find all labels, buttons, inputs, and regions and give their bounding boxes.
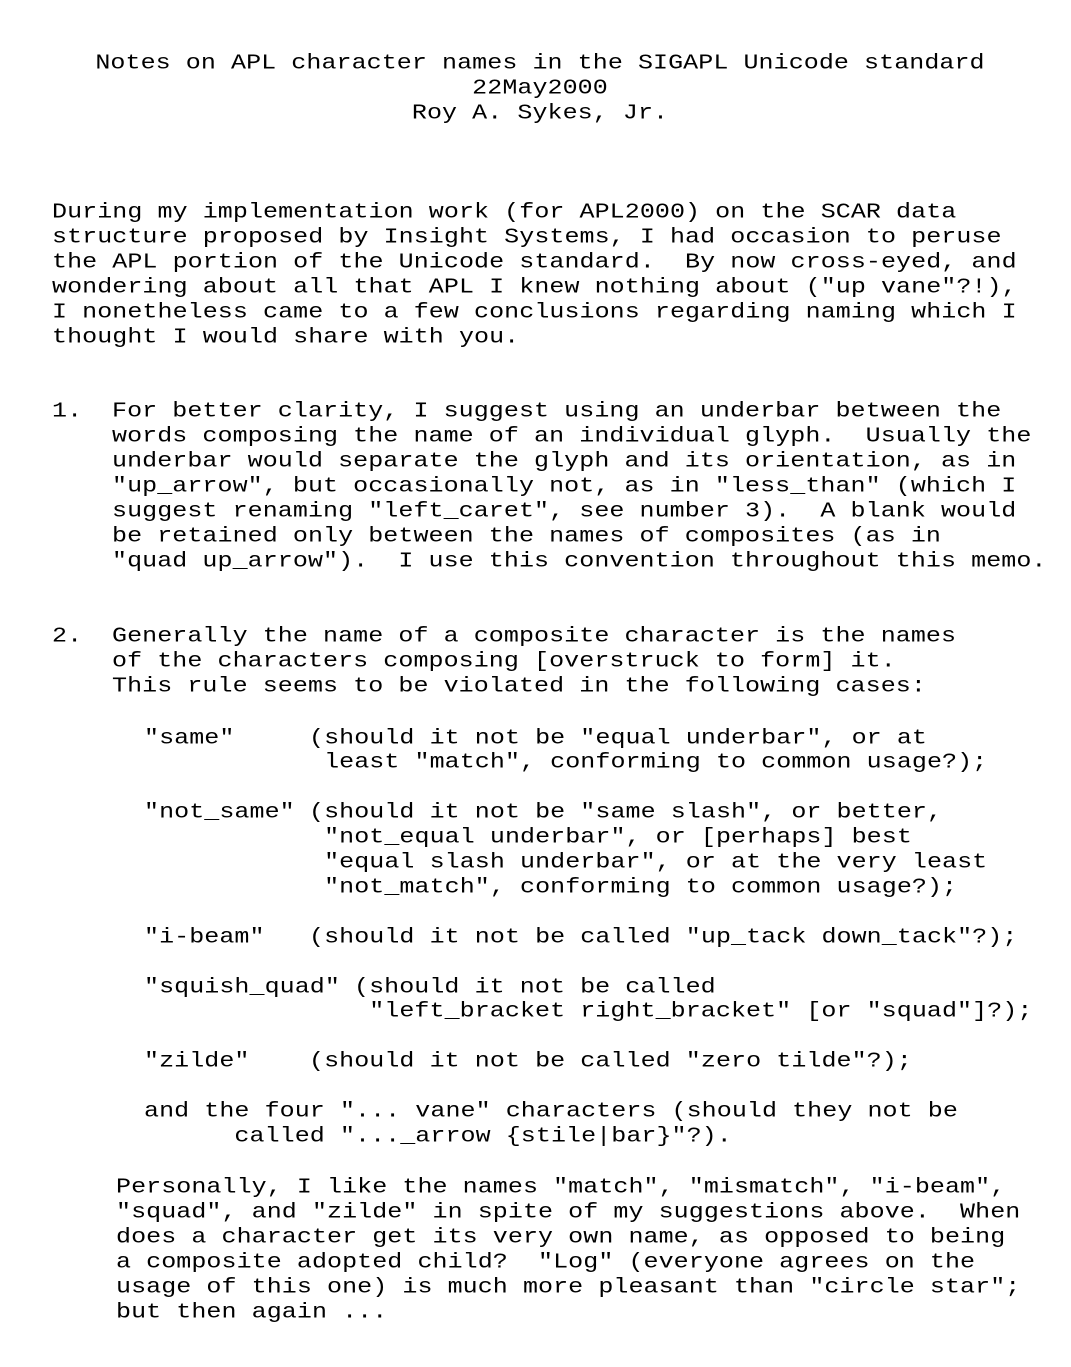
document-title: Notes on APL character names in the SIGAPL Unicode standard <box>95 50 985 76</box>
intro-line: the APL portion of the Unicode standard. By now cross-eyed, and <box>52 249 1017 275</box>
closing-line: "squad", and "zilde" in spite of my suggestions above. When <box>116 1199 1021 1225</box>
point-line: This rule seems to be violated in the following cases: <box>112 673 926 699</box>
point-line: suggest renaming "left_caret", see number 3). A blank would <box>112 498 1017 524</box>
point-line: words composing the name of an individual glyph. Usually the <box>112 423 1032 449</box>
closing-line: does a character get its very own name, as opposed to being <box>116 1224 1006 1250</box>
vane-line: and the four "... vane" characters (should they not be <box>144 1098 958 1124</box>
closing-line: but then again ... <box>116 1299 388 1325</box>
case-line: "left_bracket right_bracket" [or "squad"]?); <box>324 998 1033 1024</box>
intro-line: thought I would share with you. <box>52 324 520 350</box>
case-name: "same" <box>144 725 235 751</box>
case-line: "equal slash underbar", or at the very least <box>309 849 988 875</box>
point-line: Generally the name of a composite character is the names <box>112 623 957 649</box>
closing-line: usage of this one) is much more pleasant than "circle star"; <box>116 1274 1021 1300</box>
case-name: "zilde" <box>144 1048 250 1074</box>
document-date: 22May2000 <box>472 75 608 101</box>
case-line: "not_match", conforming to common usage?); <box>309 874 958 900</box>
intro-line: During my implementation work (for APL2000) on the SCAR data <box>52 199 957 225</box>
case-line: "not_equal underbar", or [perhaps] best <box>309 824 912 850</box>
vane-line: called "..._arrow {stile|bar}"?). <box>144 1123 732 1149</box>
intro-line: structure proposed by Insight Systems, I had occasion to peruse <box>52 224 1002 250</box>
case-line: (should it not be called "up_tack down_tack"?); <box>309 924 1018 950</box>
point-line: be retained only between the names of composites (as in <box>112 523 941 549</box>
case-line: (should it not be "same slash", or better, <box>309 799 943 825</box>
intro-line: wondering about all that APL I knew nothing about ("up vane"?!), <box>52 274 1017 300</box>
case-name: "i-beam" <box>144 924 265 950</box>
document-author: Roy A. Sykes, Jr. <box>411 100 669 126</box>
point-line: For better clarity, I suggest using an underbar between the <box>112 398 1002 424</box>
point-number: 1. <box>52 398 83 424</box>
point-line: "up_arrow", but occasionally not, as in "less_than" (which I <box>112 473 1017 499</box>
point-number: 2. <box>52 623 83 649</box>
case-line: (should it not be "equal underbar", or at <box>309 725 927 751</box>
case-line: least "match", conforming to common usage?); <box>309 749 988 775</box>
intro-line: I nonetheless came to a few conclusions regarding naming which I <box>52 299 1017 325</box>
point-line: underbar would separate the glyph and its orientation, as in <box>112 448 1017 474</box>
case-name: "not_same" <box>144 799 295 825</box>
case-line: (should it not be called "zero tilde"?); <box>309 1048 912 1074</box>
closing-line: a composite adopted child? "Log" (everyone agrees on the <box>116 1249 976 1275</box>
closing-line: Personally, I like the names "match", "mismatch", "i-beam", <box>116 1174 1006 1200</box>
case-name: "squish_quad" <box>144 974 340 1000</box>
case-line: (should it not be called <box>354 974 716 1000</box>
point-line: of the characters composing [overstruck to form] it. <box>112 648 896 674</box>
point-line: "quad up_arrow"). I use this convention throughout this memo. <box>112 548 1047 574</box>
